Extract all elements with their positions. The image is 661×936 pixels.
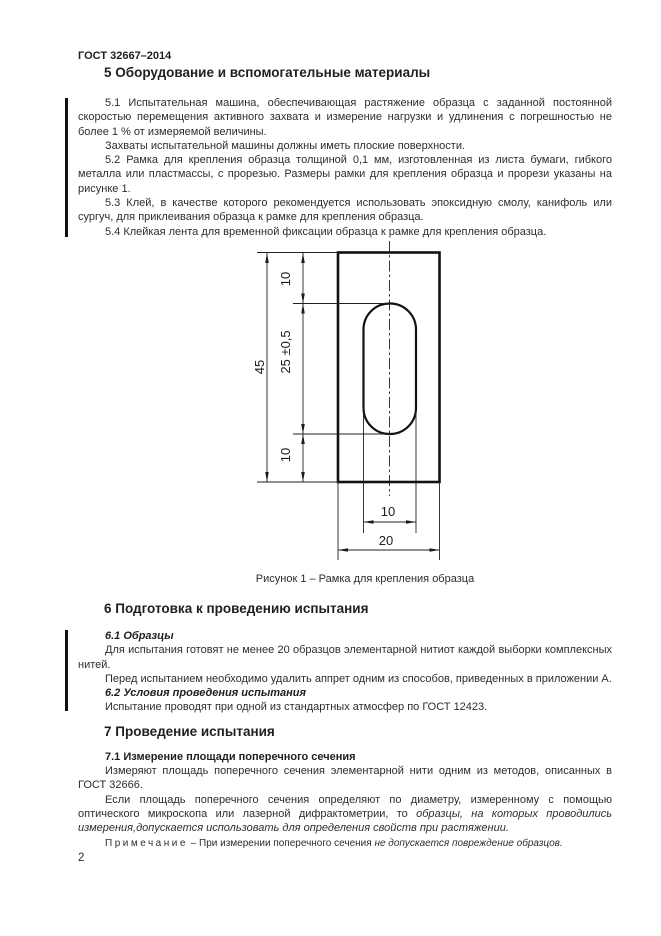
paragraph-6-1a: Для испытания готовят не менее 20 образцов элементарной нитиот каждой выборки комплексных нитей. — [78, 644, 612, 671]
section-6-body — [78, 629, 612, 715]
subheading-6-2: 6.2 Условия проведения испытания — [105, 687, 306, 700]
doc-reference: ГОСТ 32667–2014 — [78, 50, 172, 62]
paragraph-7-1b — [78, 793, 612, 836]
figure-1 — [78, 239, 612, 586]
extension-lines — [257, 252, 440, 560]
paragraph-5-1a: Захваты испытательной машины должны иметь плоские поверхности. — [105, 139, 466, 152]
change-marker-bar — [65, 630, 68, 711]
page-number: 2 — [78, 852, 85, 864]
note-text-italic: не допускается повреждение образцов. — [374, 837, 563, 849]
dim-top-margin: 10 — [278, 271, 293, 287]
dim-overall-height: 45 — [252, 359, 267, 375]
dim-slot-width: 10 — [380, 503, 396, 519]
section-5-heading: 5 Оборудование и вспомогательные материалы — [104, 65, 431, 80]
figure-drawing — [245, 239, 457, 569]
paragraph-6-1b: Перед испытанием необходимо удалить аппрет одним из способов, приведенных в приложении А. — [105, 672, 612, 685]
paragraph-5-4: 5.4 Клейкая лента для временной фиксации образца к рамке для крепления образца. — [105, 225, 547, 238]
paragraph-5-3: 5.3 Клей, в качестве которого рекомендуется использовать эпоксидную смолу, канифоль или сургуч, для приклеивания образца к рамке для крепления образца. — [78, 197, 612, 224]
paragraph-7-1b-italic: образцы, на которых проводились измерения,допускается использовать для определения свойств при растяжении. — [78, 807, 612, 835]
paragraph-5-1: 5.1 Испытательная машина, обеспечивающая растяжение образца с заданной постоянной скоростью перемещения активного захвата и измерение нагрузки и удлинения с погрешностью не более 1 % от измеряемой величины. — [78, 97, 612, 138]
change-marker-bar — [65, 98, 68, 237]
paragraph-5-2: 5.2 Рамка для крепления образца толщиной 0,1 мм, изготовленная из листа бумаги, гибкого металла или пластмассы, с прорезью. Размеры рамки для крепления образца и прорези указаны на рисунке 1. — [78, 154, 612, 195]
subheading-6-1: 6.1 Образцы — [105, 629, 174, 642]
dim-overall-width: 20 — [378, 532, 394, 548]
note-dash: – — [187, 837, 200, 849]
paragraph-7-1b-normal: Если площадь поперечного сечения определяют по диаметру, измеренному с помощью оптического микроскопа или лазерной дифрактометрии, то — [78, 793, 612, 820]
section-5-body — [78, 96, 612, 239]
section-6-heading: 6 Подготовка к проведению испытания — [104, 600, 369, 616]
frame-outline — [338, 252, 440, 482]
subheading-7-1: 7.1 Измерение площади поперечного сечения — [105, 750, 356, 763]
paragraph-6-2a: Испытание проводят при одной из стандартных атмосфер по ГОСТ 12423. — [105, 701, 488, 714]
paragraph-7-1a: Измеряют площадь поперечного сечения элементарной нити одним из методов, описанных в ГОСТ 32666. — [78, 765, 612, 792]
note-label: Примечание — [105, 837, 188, 849]
dim-bottom-margin: 10 — [278, 447, 293, 463]
note-7-1 — [78, 837, 612, 850]
dimension-arrows — [265, 253, 439, 552]
dimension-lines — [267, 252, 440, 550]
dim-slot-length: 25 ±0,5 — [278, 330, 293, 374]
note-text-normal: При измерении поперечного сечения — [199, 837, 375, 849]
figure-caption: Рисунок 1 – Рамка для крепления образца — [255, 572, 475, 585]
section-7-heading: 7 Проведение испытания — [104, 723, 275, 739]
